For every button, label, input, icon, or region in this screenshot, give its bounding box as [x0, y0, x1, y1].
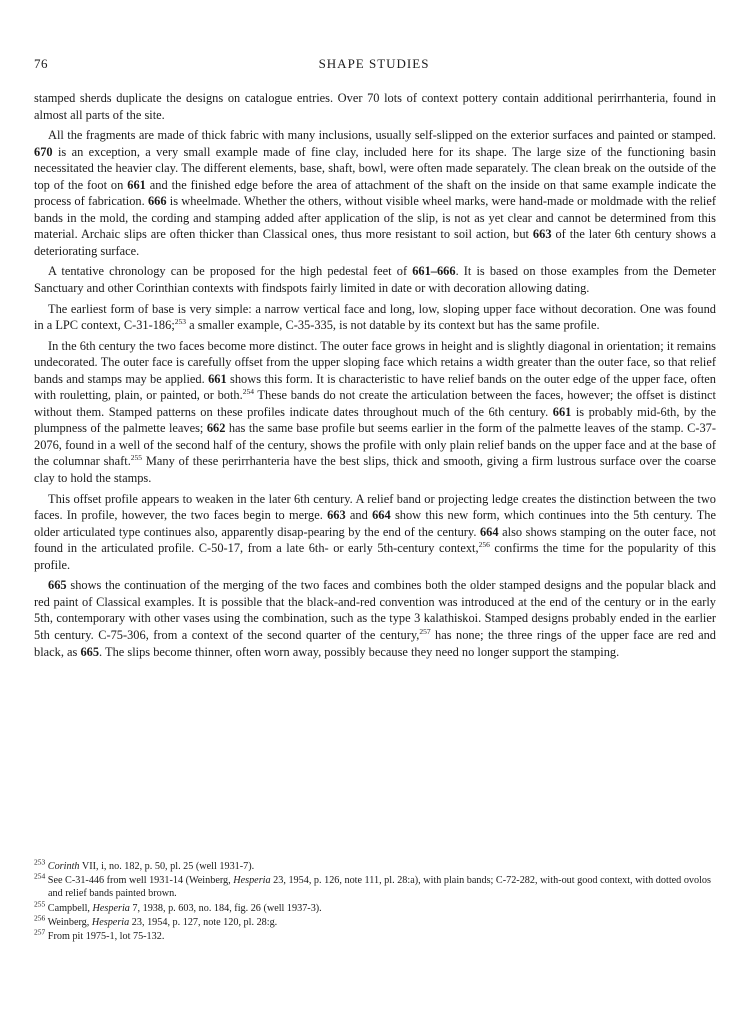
catalogue-number: 664 — [479, 524, 499, 539]
catalogue-number: 661 — [127, 177, 146, 192]
paragraph: stamped sherds duplicate the designs on catalogue entries. Over 70 lots of context pottery contain additional perirrhanteria, found in almost all parts of the site. — [34, 91, 716, 122]
paragraph: A tentative chronology can be proposed for the high pedestal feet of 661–666. It is based on those examples from the Demeter Sanctuary and other Corinthian contexts with findspots fairly limited in date or with decoration allowing dating. — [34, 264, 716, 296]
catalogue-number: 661 — [552, 404, 572, 419]
footnote-255: $^{255}$ Campbell, Hesperia 7, 1938, p. 603, no. 184, fig. 26 (well 1937-3). — [34, 899, 322, 914]
catalogue-number: 661–666 — [412, 264, 456, 279]
paragraph: All the fragments are made of thick fabric with many inclusions, usually self-slipped on the exterior surfaces and painted or stamped. 670 is an exception, a very small example made of fine clay, included here for its shape. The large size of the functioning basin necessitated the heavier clay. The different elements, base, shaft, bowl, were often made separately. The clean break on the outside of the top of the foot on 661 and the finished edge before the area of attachment of the shaft on the inside on that same example indicate the process of fabrication. 666 is wheelmade. Whether the others, without visible wheel marks, were hand-made or moldmade with the relief bands in the mold, the cording and stamping added after application of the slip, is not as yet clear and cannot be determined from this material. Archaic slips are often thicker than Classical ones, thus more resistant to soil action, but 663 of the later 6th century shows a deteriorating surface. — [34, 128, 717, 258]
publication-title: Hesperia — [92, 902, 130, 914]
running-head: SHAPE STUDIES — [318, 56, 430, 71]
catalogue-number: 666 — [147, 194, 167, 209]
paragraph: In the 6th century the two faces become more distinct. The outer face grows in height and is slightly diagonal in orientation; it remains undecorated. The outer face is carefully offset from the upper sloping face which retains a width greater than the outer face, so that relief bands and stamps may be applied. 661 shows this form. It is characteristic to have relief bands on the outer edge of the upper face, often with rouletting, plain, or painted, or both.$^{254}$ These bands do not create the articulation between the faces, however; the offset is distinct without them. Stamped patterns on these profiles indicate dates throughout much of the 6th century. 661 is probably mid-6th, by the plumpness of the palmette leaves; 662 has the same base profile but seems earlier in the form of the palmette leaves of the stamp. C-37-2076, found in a well of the second half of the century, shows the profile with only plain relief bands on the upper face and at the base of the columnar shaft.$^{255}$ Many of these perirrhanteria have the best slips, thick and smooth, giving a firm lustrous surface over the coarse clay to hold the stamps. — [34, 338, 716, 486]
footnote-256: $^{256}$ Weinberg, Hesperia 23, 1954, p. 127, note 120, pl. 28:g. — [34, 913, 278, 928]
paragraph: 665 shows the continuation of the merging of the two faces and combines both the older stamped designs and the popular black and red paint of Classical examples. It is possible that the black-and-red convention was introduced at the end of the century or in the early 5th, contemporary with other vases using the combination, such as the type 3 kalathiskoi. Stamped designs probably ended in the earlier 5th century. C-75-306, from a context of the second quarter of the century,$^{257}$ has none; the three rings of the upper face are red and black, as 665. The slips become thinner, often worn away, possibly because they need no longer support the stamping. — [34, 578, 717, 659]
catalogue-number: 664 — [372, 508, 391, 523]
footnote-marker: 257 — [34, 927, 46, 937]
publication-title: Hesperia — [91, 916, 130, 928]
footnotes — [34, 857, 716, 944]
footnote-marker: 257 — [419, 626, 431, 636]
footnote-marker: 253 — [174, 316, 187, 326]
catalogue-number: 670 — [34, 144, 53, 159]
page-number: 76 — [34, 56, 48, 71]
catalogue-number: 662 — [206, 421, 226, 436]
footnote-marker: 255 — [130, 453, 143, 463]
catalogue-number: 663 — [532, 227, 552, 242]
footnote-marker: 253 — [34, 857, 46, 867]
publication-title: Hesperia — [233, 875, 271, 887]
footnote-253: $^{253}$ Corinth VII, i, no. 182, p. 50, pl. 25 (well 1931-7). — [34, 857, 255, 872]
footnote-257: $^{257}$ From pit 1975-1, lot 75-132. — [34, 927, 165, 943]
catalogue-number: 665 — [48, 578, 67, 593]
footnote-marker: 256 — [478, 540, 490, 550]
body-text — [34, 90, 716, 664]
catalogue-number: 663 — [327, 508, 346, 523]
catalogue-number: 665 — [80, 644, 100, 659]
page-header — [34, 56, 714, 74]
footnote-marker: 256 — [34, 913, 46, 923]
footnote-marker: 254 — [242, 387, 254, 397]
paragraph: This offset profile appears to weaken in the later 6th century. A relief band or projecting ledge creates the distinction between the two faces. In profile, however, the two faces begin to merge. 663 and 664 show this new form, which continues into the 5th century. The older articulated type continues also, apparently disap-pearing by the end of the century. 664 also shows stamping on the outer face, not found in the articulated profile. C-50-17, from a late 6th- or early 5th-century context,$^{256}$ confirms the time for the popularity of this profile. — [34, 491, 716, 572]
footnote-254: $^{254}$ See C-31-446 from well 1931-14 (Weinberg, Hesperia 23, 1954, p. 126, note 111, pl. 28:a), with plain bands; C-72-282, with-out good context, with dotted ovolos and relief bands painted brown. — [34, 871, 711, 900]
footnote-marker: 255 — [34, 899, 46, 909]
publication-title: Corinth — [47, 861, 80, 872]
paragraph: The earliest form of base is very simple: a narrow vertical face and long, low, sloping upper face without decoration. One was found in a LPC context, C-31-186;$^{253}$ a smaller example, C-35-335, is not datable by its context but has the same profile. — [34, 301, 716, 333]
catalogue-number: 661 — [208, 371, 227, 386]
footnote-marker: 254 — [34, 871, 46, 881]
